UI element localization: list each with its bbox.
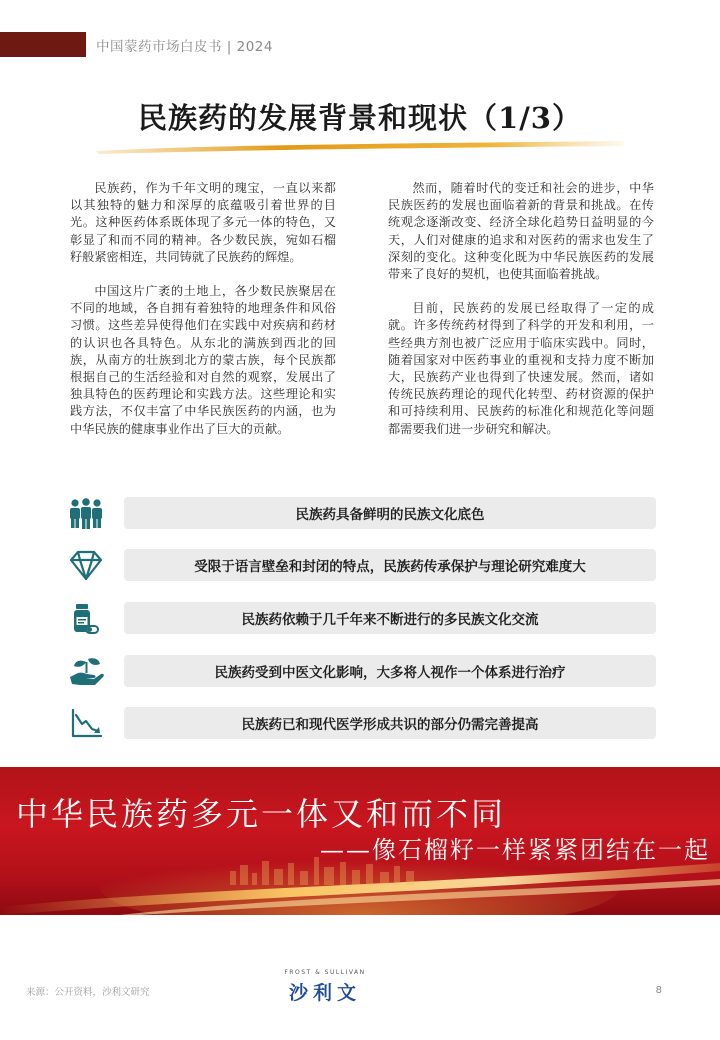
left-text-column [70, 180, 336, 455]
title-brush-underline [95, 139, 625, 155]
page-number: 8 [655, 985, 662, 996]
paragraph: 民族药，作为千年文明的瑰宝，一直以来都以其独特的魅力和深厚的底蕴吸引着世界的目光。这种医药体系既体现了多元一体的特色，又彰显了和而不同的精神。各少数民族，宛如石榴籽般紧密相连，共同铸就了民族药的辉煌。 [70, 181, 336, 264]
logo-chinese: 沙利文 [288, 982, 361, 1004]
feature-row [66, 707, 656, 741]
medicine-bottle-icon [66, 602, 106, 636]
slogan-banner [0, 767, 720, 915]
header-accent-bar [0, 32, 86, 57]
feature-label: 民族药依赖于几千年来不断进行的多民族文化交流 [124, 602, 656, 634]
feature-row [66, 497, 656, 531]
report-header: 中国蒙药市场白皮书 | 2024 [96, 39, 273, 55]
page-title: 民族药的发展背景和现状（1/3） [138, 101, 582, 135]
frost-sullivan-logo [270, 969, 380, 1005]
banner-headline: 中华民族药多元一体又和而不同 [16, 795, 507, 833]
feature-label: 民族药已和现代医学形成共识的部分仍需完善提高 [124, 707, 656, 739]
feature-label: 受限于语言壁垒和封闭的特点，民族药传承保护与理论研究难度大 [124, 549, 656, 581]
diamond-icon [66, 549, 106, 583]
right-text-column [388, 180, 654, 455]
feature-label: 民族药具备鲜明的民族文化底色 [124, 497, 656, 529]
source-note: 来源：公开资料，沙利文研究 [26, 987, 150, 998]
hand-plant-icon [66, 655, 106, 689]
feature-row [66, 602, 656, 636]
paragraph: 中国这片广袤的土地上，各少数民族聚居在不同的地域，各自拥有着独特的地理条件和风俗习惯。这些差异使得他们在实践中对疾病和药材的认识也各具特色。从东北的满族到西北的回族，从南方的壮族到北方的蒙古族，每个民族都根据自己的生活经验和对自然的观察，发展出了独具特色的医药理论和实践方法。这些理论和实践方法，不仅丰富了中华民族医药的内涵，也为中华民族的健康事业作出了巨大的贡献。 [70, 284, 336, 436]
paragraph: 目前，民族药的发展已经取得了一定的成就。许多传统药材得到了科学的开发和利用，一些经典方剂也被广泛应用于临床实践中。同时，随着国家对中医药事业的重视和支持力度不断加大，民族药产业也得到了快速发展。然而，诸如传统民族药理论的现代化转型、药材资源的保护和可持续利用、民族药的标准化和规范化等问题都需要我们进一步研究和解决。 [388, 301, 654, 436]
logo-english: FROST & SULLIVAN [284, 969, 366, 976]
feature-row [66, 655, 656, 689]
feature-row [66, 549, 656, 583]
people-group-icon [66, 497, 106, 531]
banner-subline: ——像石榴籽一样紧紧团结在一起 [320, 836, 710, 864]
paragraph: 然而，随着时代的变迁和社会的进步，中华民族医药的发展也面临着新的背景和挑战。在传统观念逐渐改变、经济全球化趋势日益明显的今天，人们对健康的追求和对医药的需求也发生了深刻的变化。这种变化既为中华民族医药的发展带来了良好的契机，也使其面临着挑战。 [388, 181, 654, 282]
feature-label: 民族药受到中医文化影响，大多将人视作一个体系进行治疗 [124, 655, 656, 687]
chart-decline-icon [66, 707, 106, 741]
